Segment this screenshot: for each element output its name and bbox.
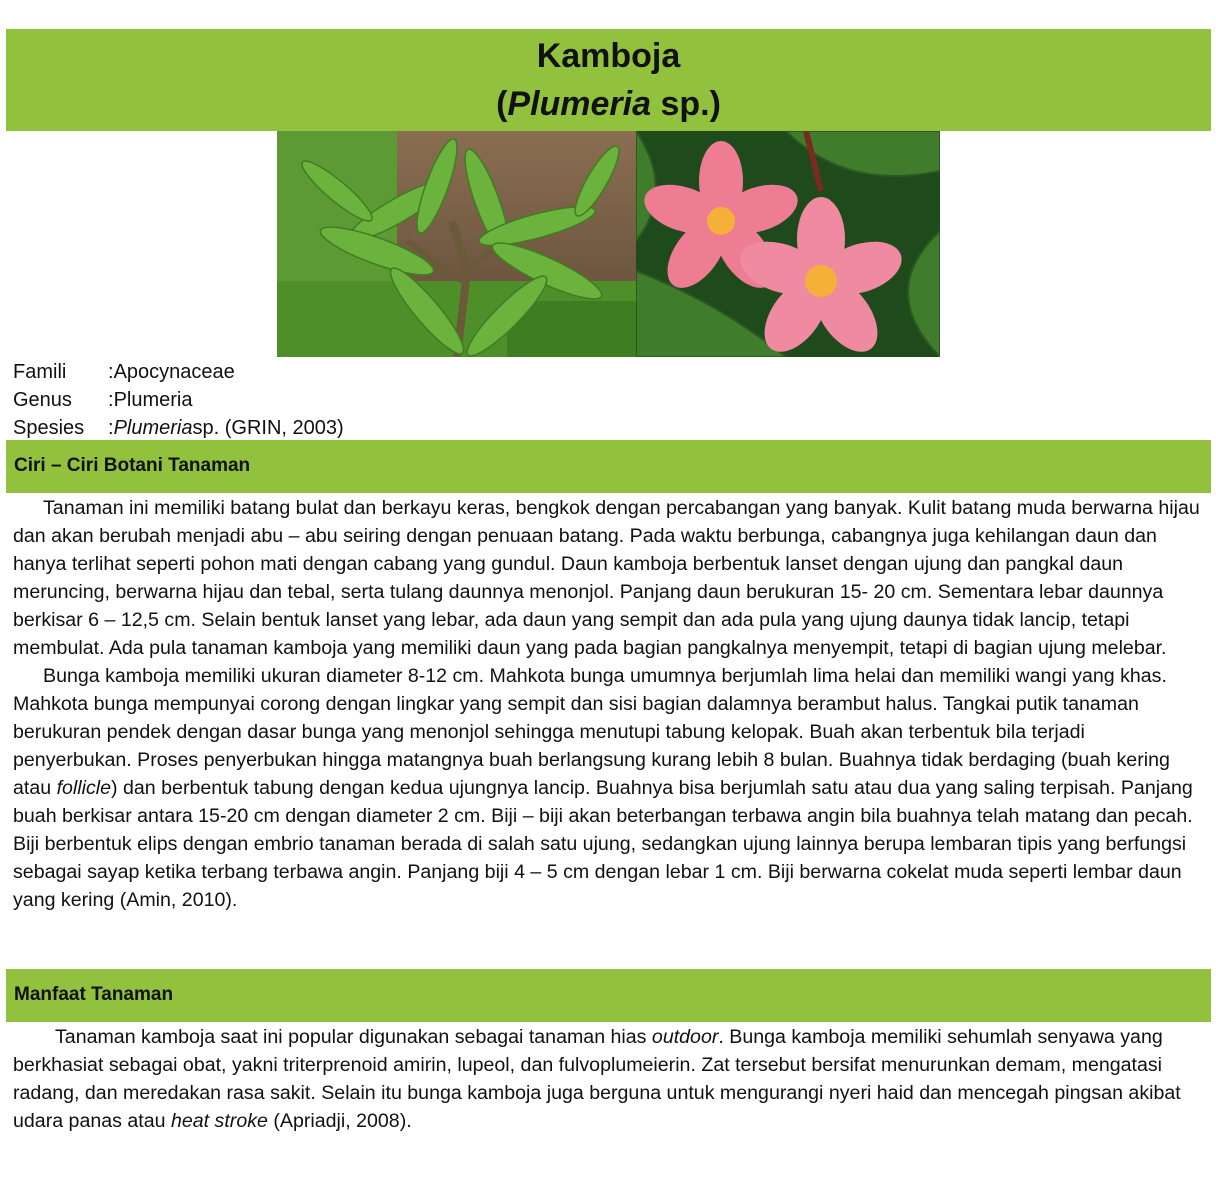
section-body-manfaat [13, 1023, 1205, 1135]
paragraph: Tanaman kamboja saat ini popular digunakan sebagai tanaman hias outdoor. Bunga kamboja memiliki sehumlah senyawa yang berkhasiat sebagai obat, yakni triterprenoid amirin, lupeol, dan fulvoplumeierin. Zat tersebut bersifat menurunkan demam, mengatasi radang, dan meredakan rasa sakit. Selain itu bunga kamboja juga berguna untuk mengurangi nyeri haid dan mencegah pingsan akibat udara panas atau heat stroke (Apriadji, 2008). [13, 1026, 1181, 1132]
taxonomy-value-italic: Plumeria [113, 417, 193, 439]
taxonomy-key: Famili [13, 361, 67, 383]
paragraph: Bunga kamboja memiliki ukuran diameter 8-12 cm. Mahkota bunga umumnya berjumlah lima helai dan memiliki wangi yang khas. Mahkota bunga mempunyai corong dengan lingkar yang sempit dan sisi bagian dalamnya berambut halus. Tangkai putik tanaman berukuran pendek dengan dasar bunga yang menonjol sehingga menutupi tabung kelopak. Buah akan terbentuk bila terjadi penyerbukan. Proses penyerbukan hingga matangnya buah berlangsung kurang lebih 8 bulan. Buahnya tidak berdaging (buah kering atau follicle) dan berbentuk tabung dengan kedua ujungnya lancip. Buahnya bisa berjumlah satu atau dua yang saling terpisah. Panjang buah berkisar antara 15-20 cm dengan diameter 2 cm. Biji – biji akan beterbangan terbawa angin bila buahnya telah matang dan pecah. Biji berbentuk elips dengan embrio tanaman berada di salah satu ujung, sedangkan ujung lainnya berupa lembaran tipis yang berfungsi sebagai sayap ketika terbang terbawa angin. Panjang biji 4 – 5 cm dengan lebar 1 cm. Biji berwarna cokelat muda seperti lembar daun yang kering (Amin, 2010). [13, 665, 1193, 911]
paragraph: Tanaman ini memiliki batang bulat dan berkayu keras, bengkok dengan percabangan yang banyak. Kulit batang muda berwarna hijau dan akan berubah menjadi abu – abu seiring dengan penuaan batang. Pada waktu berbunga, cabangnya juga kehilangan daun dan hanya terlihat seperti pohon mati dengan cabang yang gundul. Daun kamboja berbentuk lanset dengan ujung dan pangkal daun meruncing, berwarna hijau dan tebal, serta tulang daunnya menonjol. Panjang daun berukuran 15- 20 cm. Sementara lebar daunnya berkisar 6 – 12,5 cm. Selain bentuk lanset yang lebar, ada daun yang sempit dan ada pula yang ujung daunya tidak lancip, tetapi membulat. Ada pula tanaman kamboja yang memiliki daun yang pada bagian pangkalnya menyempit, tetapi di bagian ujung melebar. [13, 497, 1200, 659]
photo-strip [277, 131, 940, 357]
taxonomy-row-genus: Genus : Plumeria [13, 386, 344, 414]
plumeria-flower-photo [636, 131, 940, 357]
subtitle-genus: Plumeria [507, 85, 652, 123]
taxonomy-list [13, 358, 344, 442]
plumeria-tree-photo [277, 131, 636, 357]
taxonomy-value: Apocynaceae [113, 361, 235, 383]
title-banner [6, 29, 1211, 131]
taxonomy-value: Plumeria [113, 389, 193, 411]
section-heading-ciri: Ciri – Ciri Botani Tanaman [14, 455, 251, 476]
taxonomy-row-famili: Famili : Apocynaceae [13, 358, 344, 386]
page-title: Kamboja [536, 37, 681, 75]
page-subtitle: (Plumeria sp.) [496, 85, 721, 123]
taxonomy-row-spesies: Spesies : Plumeria sp. (GRIN, 2003) [13, 414, 344, 442]
section-heading-bar [6, 440, 1211, 493]
taxonomy-key: Genus [13, 389, 72, 411]
section-body-ciri [13, 494, 1205, 914]
section-heading-bar [6, 969, 1211, 1022]
taxonomy-value: sp. (GRIN, 2003) [192, 417, 344, 439]
taxonomy-key: Spesies [13, 417, 85, 439]
section-heading-manfaat: Manfaat Tanaman [14, 984, 174, 1005]
